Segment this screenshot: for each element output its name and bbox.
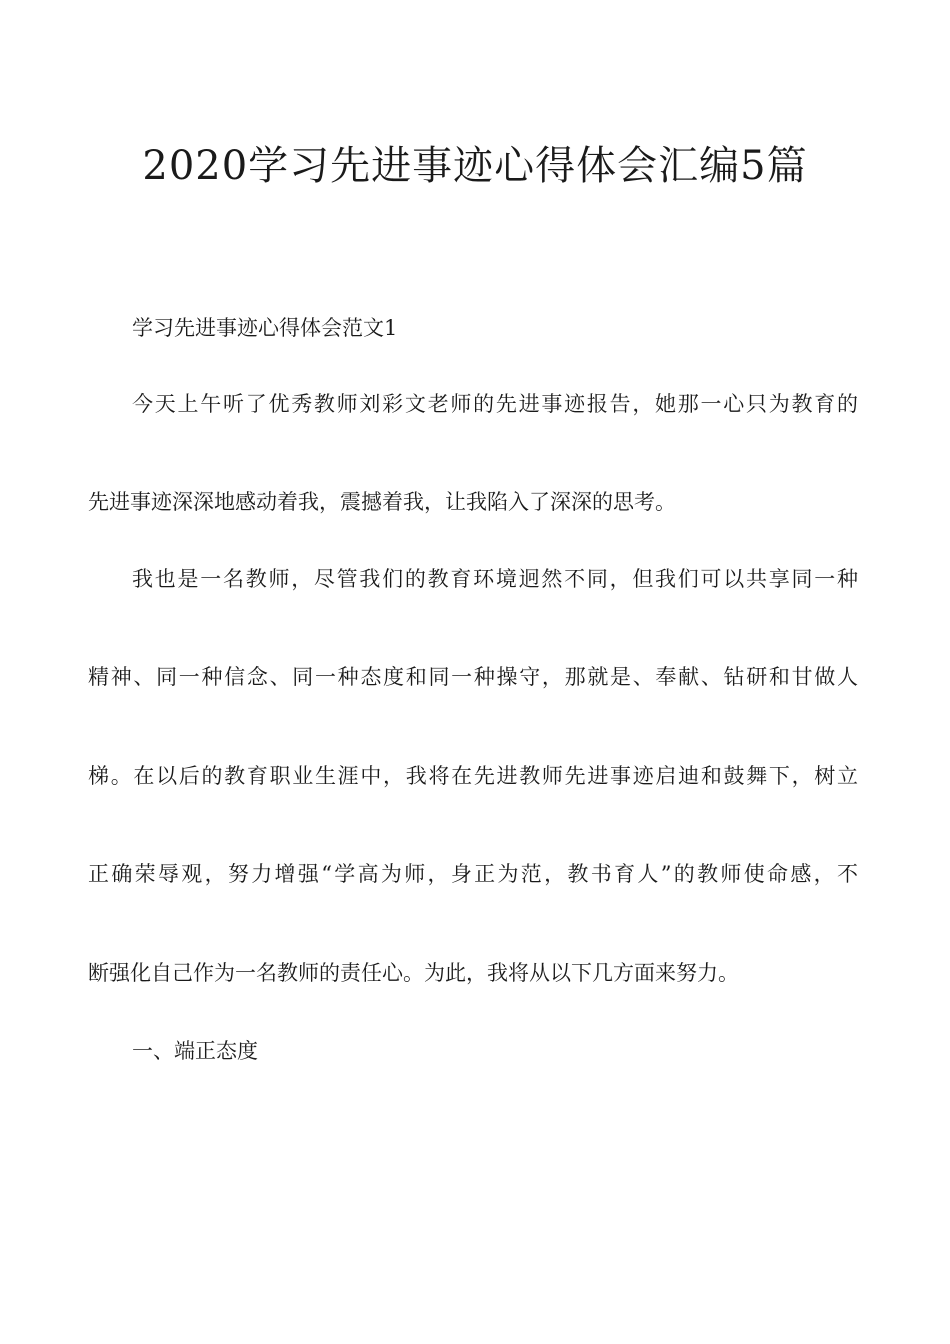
paragraph-line: 断强化自己作为一名教师的责任心。为此，我将从以下几方面来努力。	[88, 961, 739, 985]
paragraph-line: 正确荣辱观，努力增强“学高为师，身正为范，教书育人”的教师使命感，不	[88, 862, 858, 886]
subsection-heading: 一、端正态度	[132, 1039, 258, 1063]
paragraph-line: 先进事迹深深地感动着我，震撼着我，让我陷入了深深的思考。	[88, 490, 676, 514]
section-heading: 学习先进事迹心得体会范文1	[132, 316, 398, 340]
page-title: 2020学习先进事迹心得体会汇编5篇	[142, 143, 808, 189]
paragraph-line: 我也是一名教师，尽管我们的教育环境迥然不同，但我们可以共享同一种	[132, 567, 858, 591]
paragraph-line: 今天上午听了优秀教师刘彩文老师的先进事迹报告，她那一心只为教育的	[132, 392, 858, 416]
paragraph-line: 精神、同一种信念、同一种态度和同一种操守，那就是、奉献、钻研和甘做人	[88, 665, 858, 689]
paragraph-line: 梯。在以后的教育职业生涯中，我将在先进教师先进事迹启迪和鼓舞下，树立	[88, 764, 858, 788]
